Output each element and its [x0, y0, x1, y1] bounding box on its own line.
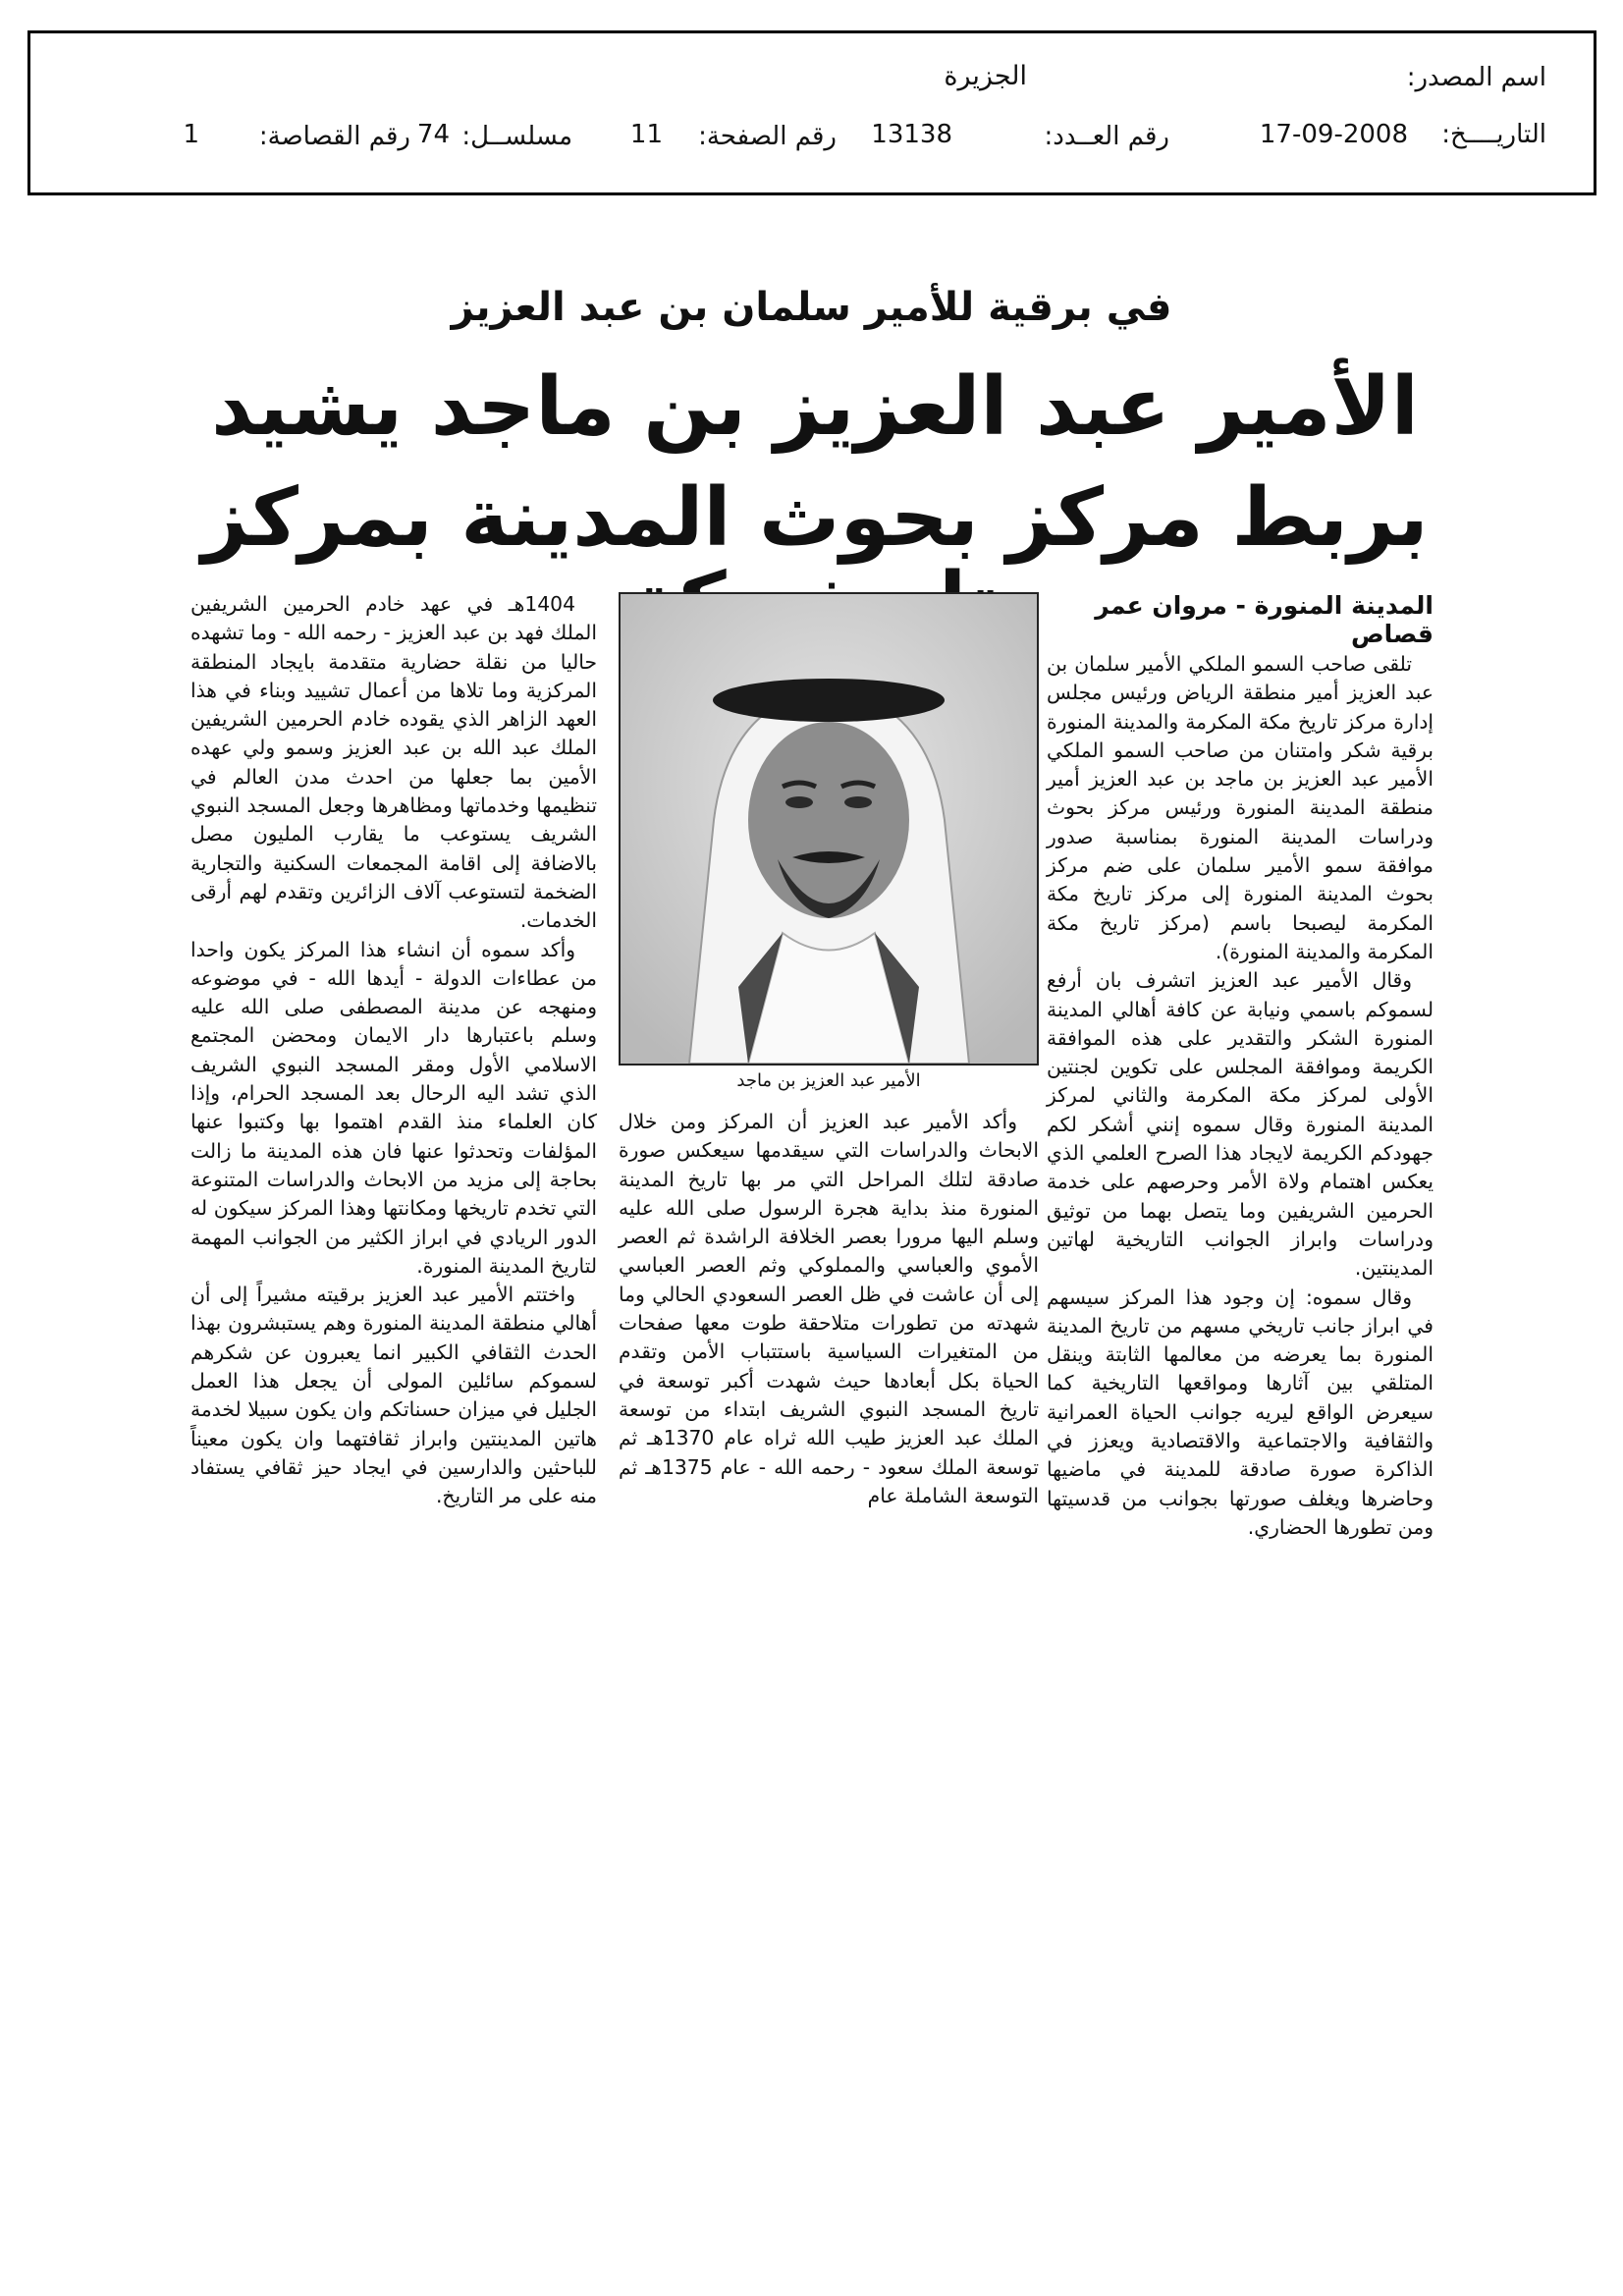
- date-value: 17-09-2008: [1259, 120, 1408, 149]
- page-value: 11: [629, 120, 663, 149]
- article-column-left: [190, 590, 597, 1511]
- clip-value: 1: [183, 120, 199, 149]
- serial-label: مسلســل:: [461, 122, 572, 151]
- article-paragraph: وقال الأمير عبد العزيز اتشرف بان أرفع لسموكم باسمي ونيابة عن كافة أهالي المدينة المنورة الشكر والتقدير على هذه الموافقة الكريمة وموافقة المجلس على تكوين لجنتين الأولى لمركز مكة المكرمة والثاني لمركز المدينة المنورة وقال سموه إنني أشكر لكم جهودكم الكريمة لايجاد هذا الصرح العلمي الذي يعكس اهتمام ولاة الأمر وحرصهم على خدمة الحرمين الشريفين وما يتصل بهما من توثيق ودراسات وابراز الجوانب التاريخية لهاتين المدينتين.: [1047, 968, 1434, 1281]
- source-value: الجزيرة: [944, 61, 1027, 91]
- article-kicker: في برقية للأمير سلمان بن عبد العزيز: [451, 285, 1172, 330]
- issue-value: 13138: [871, 120, 952, 149]
- portrait-image: [621, 594, 1037, 1064]
- article-paragraph: وقال سموه: إن وجود هذا المركز سيسهم في ابراز جانب تاريخي مسهم من تاريخ المدينة المنورة بما يعرضه من معالمها الثابتة وينقل المتلقي بين آثارها ومواقعها التاريخية كما سيعرض الواقع ليريه جوانب الحياة العمرانية والثقافية والاجتماعية والاقتصادية ويعزز في الذاكرة صورة صادقة للمدينة في ماضيها وحاضرها ويغلف صورتها بجوانب من قدسيتها ومن تطورها الحضاري.: [1047, 1285, 1434, 1539]
- photo-caption: الأمير عبد العزيز بن ماجد: [736, 1070, 921, 1091]
- article-column-right: [1047, 650, 1434, 1542]
- serial-value: 74: [416, 120, 450, 149]
- article-paragraph: وأكد الأمير عبد العزيز أن المركز ومن خلال الابحاث والدراسات التي سيقدمها سيعكس صورة صادقة لتلك المراحل التي مر بها تاريخ المدينة المنورة منذ بداية هجرة الرسول صلى الله عليه وسلم اليها مرورا بعصر الخلافة الراشدة ثم العصر الأموي والعباسي والمملوكي وثم العصر العباسي إلى أن عاشت في ظل العصر السعودي الحالي وما شهدته من تطورات متلاحقة طوت معها صفحات من المتغيرات السياسية باستتباب الأمن وتقدم الحياة بكل أبعادها حيث شهدت أكبر توسعة في تاريخ المسجد النبوي الشريف ابتداء من توسعة الملك عبد العزيز طيب الله ثراه عام 1370هـ ثم توسعة الملك سعود - رحمه الله - عام 1375هـ ثم التوسعة الشاملة عام: [619, 1110, 1039, 1507]
- date-label: التاريــــخ:: [1441, 120, 1546, 149]
- clip-label: رقم القصاصة:: [258, 122, 410, 151]
- article-paragraph: وأكد سموه أن انشاء هذا المركز يكون واحدا من عطاءات الدولة - أيدها الله - في موضوعه ومنهجه عن مدينة المصطفى صلى الله عليه وسلم باعتبارها دار الايمان ومحضن المجتمع الاسلامي الأول ومقر المسجد النبوي الشريف الذي تشد اليه الرحال بعد المسجد الحرام، وإذا كان العلماء منذ القدم اهتموا بها وكتبوا عنها المؤلفات وتحدثوا عنها فان هذه المدينة ما زالت بحاجة إلى مزيد من الابحاث والدراسات المتنوعة التي تخدم تاريخها ومكانتها وهذا المركز سيكون له الدور الريادي في ابراز الكثير من الجوانب المهمة لتاريخ المدينة المنورة.: [190, 937, 597, 1278]
- source-label: اسم المصدر:: [1406, 63, 1546, 92]
- article-column-middle: [619, 1108, 1039, 1510]
- clipping-metadata-box: [27, 30, 1596, 195]
- portrait-photo: [619, 592, 1039, 1066]
- article-paragraph: واختتم الأمير عبد العزيز برقيته مشيراً إلى أن أهالي منطقة المدينة المنورة وهم يستبشرون بهذا الحدث الثقافي الكبير انما يعبرون عن شكرهم لسموكم سائلين المولى أن يجعل هذا العمل الجليل في ميزان حسناتكم وان يكون سبيلا لخدمة هاتين المدينتين وابراز ثقافتهما وان يكون معيناً للباحثين والدارسين في ايجاد حيز ثقافي يستفاد منه على مر التاريخ.: [190, 1283, 597, 1508]
- headline-line-1: الأمير عبد العزيز بن ماجد يشيد: [211, 360, 1419, 454]
- issue-label: رقم العــدد:: [1044, 122, 1169, 151]
- page-label: رقم الصفحة:: [698, 122, 837, 151]
- headline-line-2: بربط مركز بحوث المدينة بمركز: [201, 471, 1429, 565]
- article-paragraph: 1404هـ في عهد خادم الحرمين الشريفين الملك فهد بن عبد العزيز - رحمه الله - وما تشهده حاليا من نقلة حضارية متقدمة بايجاد المنطقة المركزية وما تلاها من أعمال تشييد وبناء في هذا العهد الزاهر الذي يقوده خادم الحرمين الشريفين الملك عبد الله بن عبد العزيز وسمو ولي عهده الأمين بما جعلها من احدث مدن العالم في تنظيمها وخدماتها ومظاهرها وجعل المسجد النبوي الشريف يستوعب ما يقارب المليون مصل بالاضافة إلى اقامة المجمعات السكنية والتجارية الضخمة لتستوعب آلاف الزائرين وتقدم لهم أرقى الخدمات.: [190, 592, 597, 933]
- byline: المدينة المنورة - مروان عمر قصاص: [1095, 591, 1434, 648]
- article-paragraph: تلقى صاحب السمو الملكي الأمير سلمان بن عبد العزيز أمير منطقة الرياض ورئيس مجلس إدارة مركز تاريخ مكة المكرمة والمدينة المنورة برقية شكر وامتنان من صاحب السمو الملكي الأمير عبد العزيز بن ماجد بن عبد العزيز أمير منطقة المدينة المنورة ورئيس مركز بحوث ودراسات المدينة المنورة بمناسبة صدور موافقة سمو الأمير سلمان على ضم مركز بحوث المدينة المنورة إلى مركز تاريخ مكة المكرمة ليصبحا باسم (مركز تاريخ مكة المكرمة والمدينة المنورة).: [1047, 652, 1434, 963]
